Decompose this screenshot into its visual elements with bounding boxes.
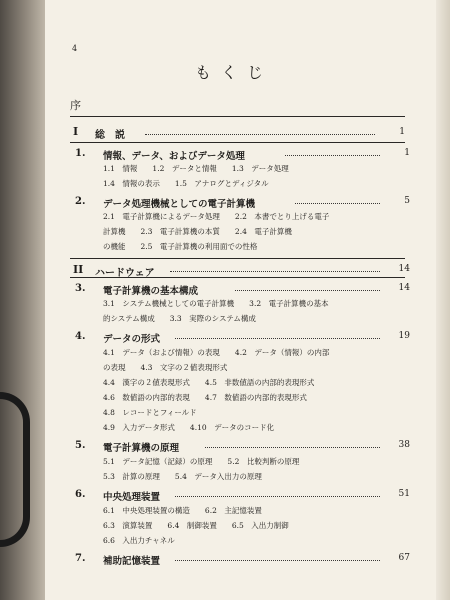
chapter-page: 38	[398, 440, 410, 450]
subsection-line: 1.1 情報 1.2 データと情報 1.3 データ処理	[103, 164, 289, 173]
subsection-line: の表現 4.3 文字の２値表現形式	[103, 363, 228, 372]
subsection-line: 1.4 情報の表示 1.5 アナログとディジタル	[103, 179, 269, 188]
section-title: 総 説	[95, 130, 125, 141]
dot-leader	[205, 447, 380, 448]
subsection-line: 5.1 データ記憶（記録）の原理 5.2 比較判断の原理	[103, 457, 300, 466]
chapter-title: データ処理機械としての電子計算機	[103, 199, 256, 210]
rule-after-section-1	[70, 142, 405, 143]
page-edge	[436, 0, 450, 600]
dot-leader	[285, 155, 380, 156]
page-number: 4	[72, 44, 78, 53]
dot-leader	[175, 496, 380, 497]
chapter-page: 51	[398, 489, 410, 499]
chapter-page: 19	[398, 331, 410, 341]
rule-top	[70, 116, 405, 117]
section-page: 14	[398, 264, 410, 274]
section-number: II	[73, 263, 84, 276]
subsection-line: 2.1 電子計算機によるデータ処理 2.2 本書でとり上げる電子	[103, 212, 330, 221]
preface-heading: 序	[70, 99, 81, 112]
chapter-title: データの形式	[103, 334, 161, 345]
dot-leader	[170, 271, 380, 272]
subsection-line: の機能 2.5 電子計算機の利用面での性格	[103, 242, 258, 251]
dot-leader	[175, 560, 380, 561]
chapter-page: 1	[404, 148, 410, 158]
rule-before-section-2	[70, 258, 405, 259]
chapter-page: 67	[398, 553, 410, 563]
subsection-line: 4.6 数値語の内部的表現 4.7 数値語の内部的表現形式	[103, 393, 307, 402]
chapter-number: 5.	[75, 440, 86, 451]
chapter-title: 電子計算機の原理	[103, 443, 180, 454]
chapter-title: 中央処理装置	[103, 492, 161, 503]
book-page	[45, 0, 450, 600]
section-page: 1	[399, 127, 405, 137]
subsection-line: 計算機 2.3 電子計算機の本質 2.4 電子計算機	[103, 227, 292, 236]
section-number: I	[73, 125, 79, 138]
chapter-title: 情報、データ、およびデータ処理	[103, 151, 245, 162]
subsection-line: 3.1 システム機械としての電子計算機 3.2 電子計算機の基本	[103, 299, 329, 308]
toc-title: もくじ	[195, 63, 274, 82]
subsection-line: 6.6 入出力チャネル	[103, 536, 175, 545]
chapter-page: 5	[404, 196, 410, 206]
subsection-line: 4.4 漢字の２値表現形式 4.5 非数値語の内部的表現形式	[103, 378, 315, 387]
dot-leader	[145, 134, 375, 135]
subsection-line: 5.3 計算の原理 5.4 データ入出力の原理	[103, 472, 262, 481]
chapter-number: 1.	[75, 148, 86, 159]
chapter-title: 補助記憶装置	[103, 556, 161, 567]
chapter-page: 14	[398, 283, 410, 293]
chapter-title: 電子計算機の基本構成	[103, 286, 199, 297]
subsection-line: 4.9 入力データ形式 4.10 データのコード化	[103, 423, 275, 432]
bookmark-cord	[0, 392, 30, 547]
chapter-number: 4.	[75, 331, 86, 342]
chapter-number: 3.	[75, 283, 86, 294]
chapter-number: 2.	[75, 196, 86, 207]
dot-leader	[235, 290, 380, 291]
subsection-line: 的システム構成 3.3 実際のシステム構成	[103, 314, 256, 323]
subsection-line: 4.1 データ（および情報）の表現 4.2 データ（情報）の内部	[103, 348, 330, 357]
subsection-line: 6.3 演算装置 6.4 制御装置 6.5 入出力制御	[103, 521, 289, 530]
subsection-line: 4.8 レコードとフィールド	[103, 408, 197, 417]
chapter-number: 6.	[75, 489, 86, 500]
chapter-number: 7.	[75, 553, 86, 564]
dot-leader	[295, 203, 380, 204]
section-title: ハードウェア	[95, 268, 155, 279]
dot-leader	[175, 338, 380, 339]
subsection-line: 6.1 中央処理装置の構造 6.2 主記憶装置	[103, 506, 262, 515]
